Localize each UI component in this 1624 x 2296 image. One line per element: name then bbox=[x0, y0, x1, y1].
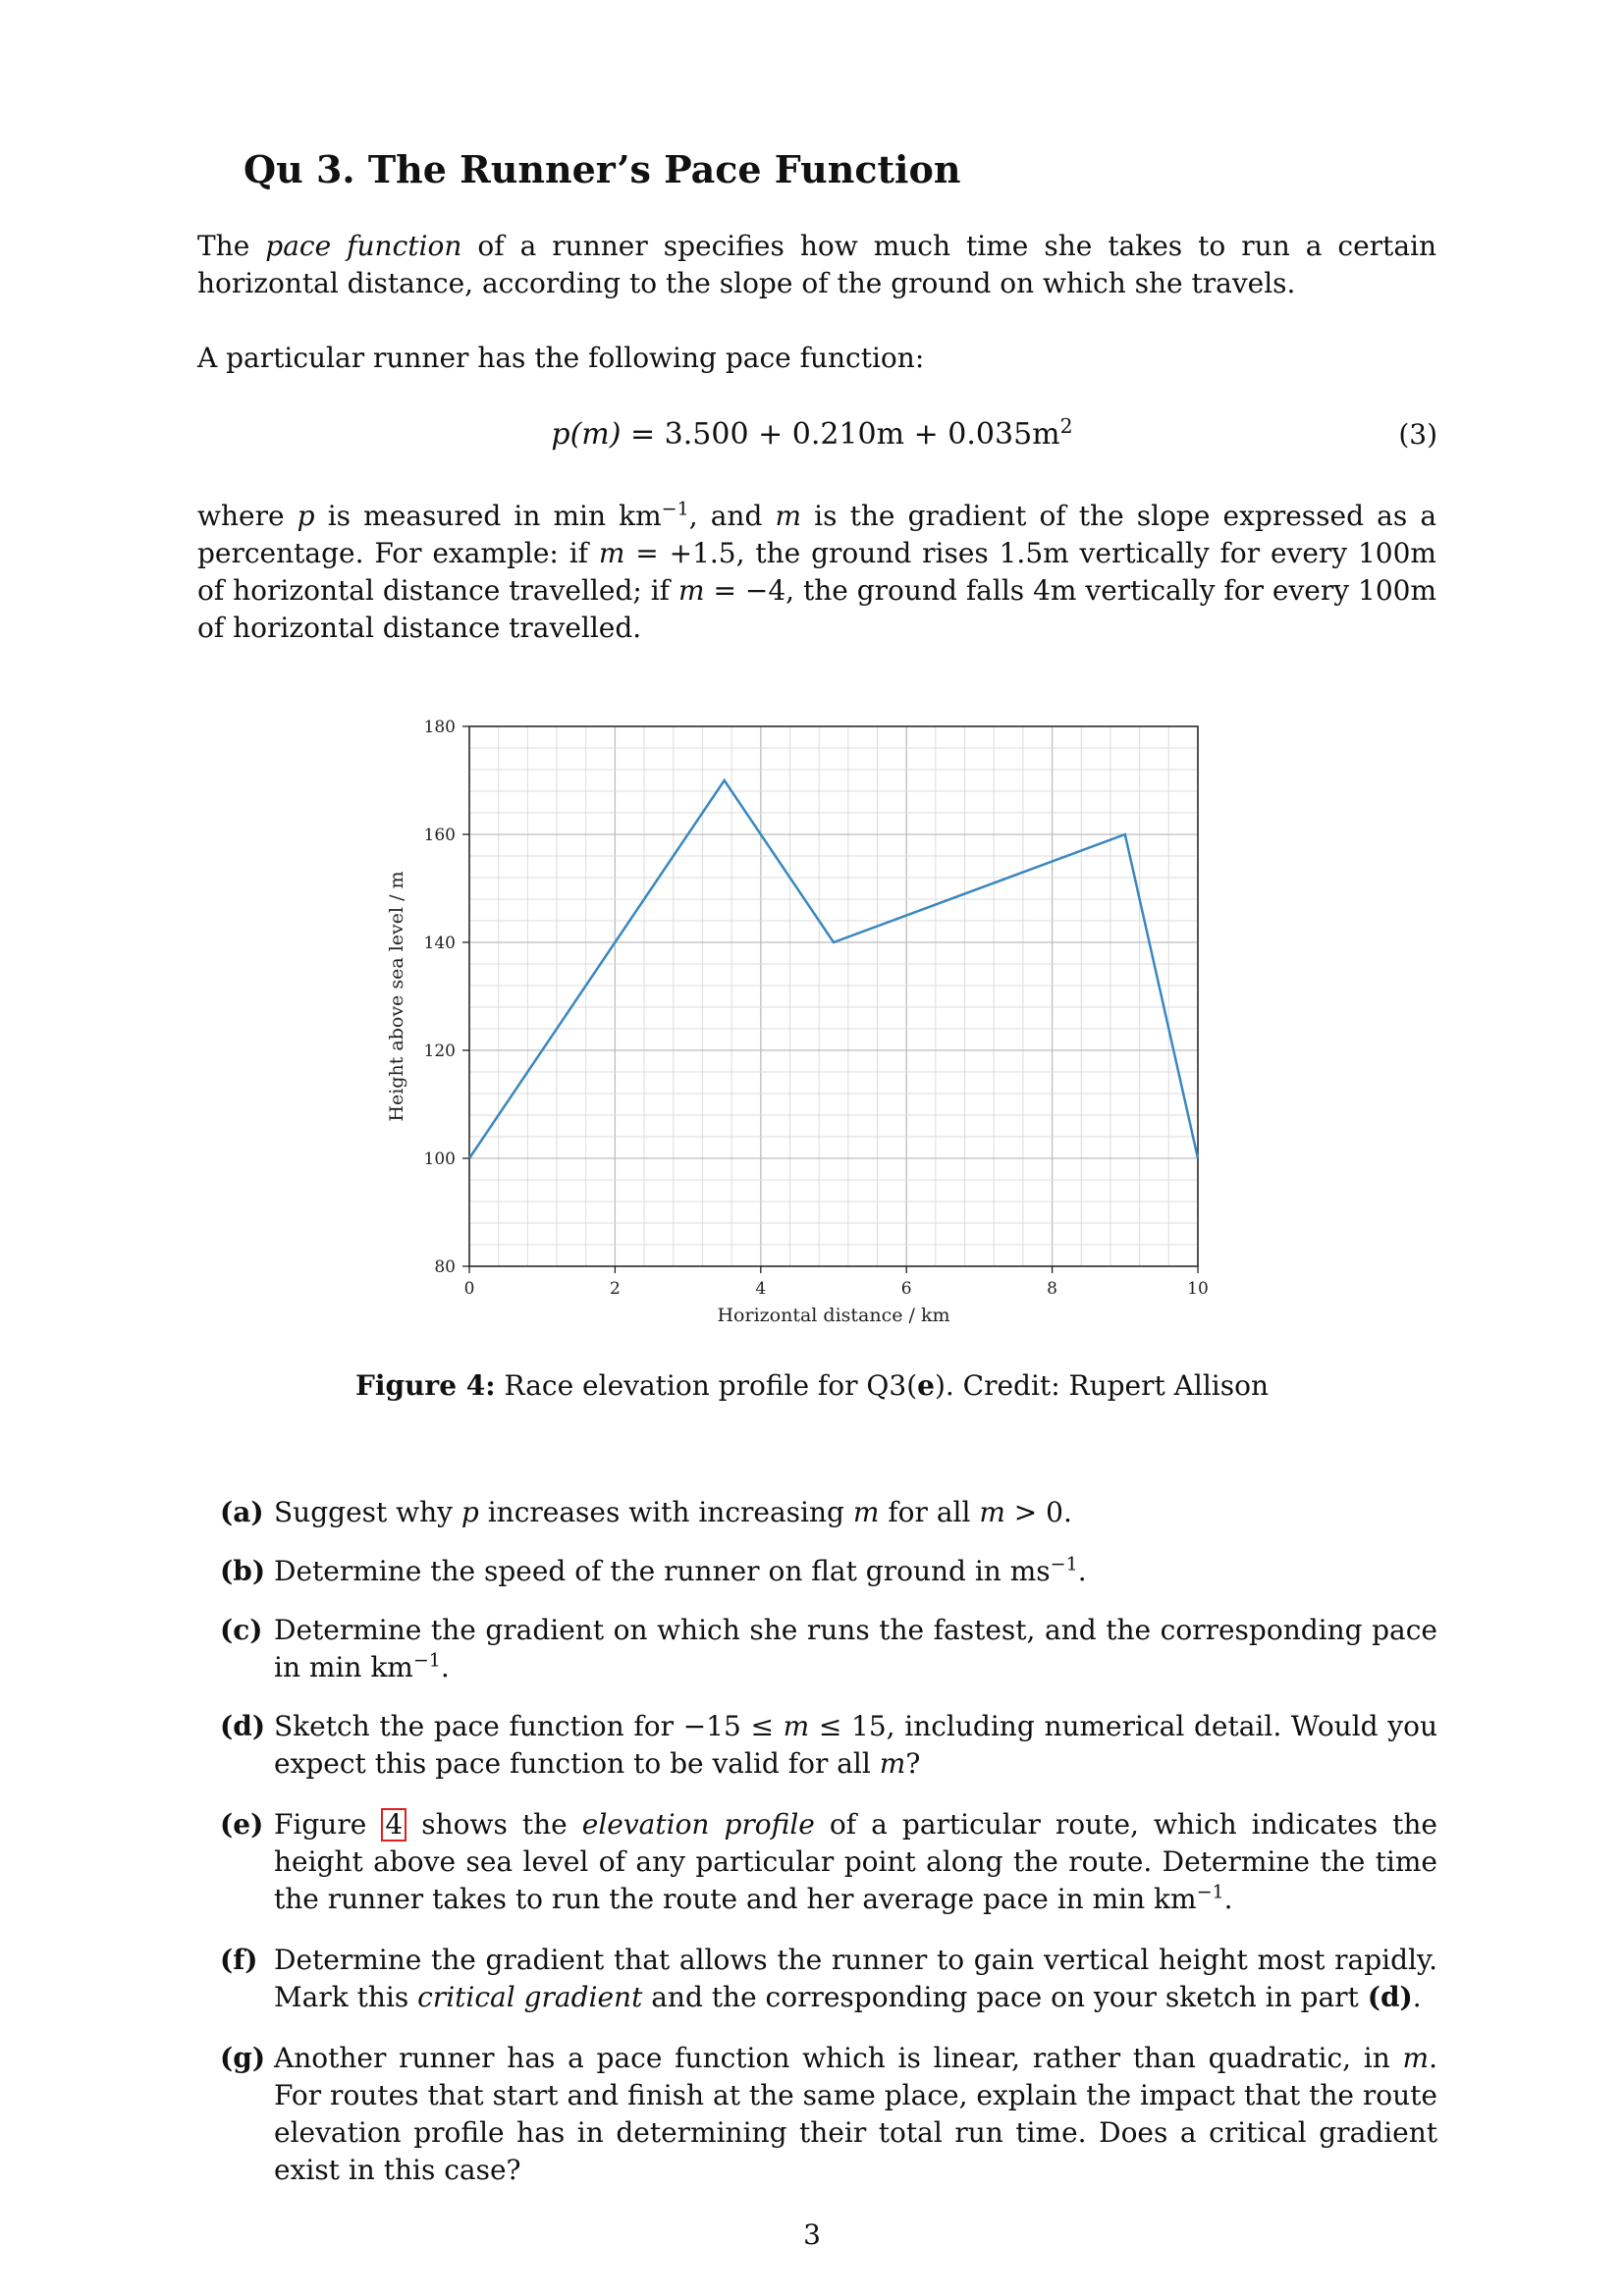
x-tick-label: 6 bbox=[900, 1279, 912, 1299]
x-tick-label: 10 bbox=[1187, 1279, 1209, 1299]
x-axis-label: Horizontal distance / km bbox=[717, 1305, 950, 1326]
y-tick-label: 140 bbox=[423, 934, 456, 953]
x-tick-label: 0 bbox=[463, 1279, 475, 1299]
y-axis-label: Height above sea level / m bbox=[386, 871, 407, 1122]
part-d: (d) Sketch the pace function for −15 ≤ m ≤ 15, including numerical detail. Would you expect this pace function to be valid for all m? bbox=[220, 1710, 1437, 1780]
part-g: (g) Another runner has a pace function which is linear, rather than quadratic, in m. For routes that start and finish at the same place, explain the impact that the route elevation profile has in determining their total run time. Does a critical gradient exist in this case? bbox=[220, 2042, 1437, 2186]
pace-function-term: pace function bbox=[265, 230, 462, 262]
pace-equation: $p(m) = 3.500 + 0.210m + 0.035m^2$ bbox=[551, 414, 1073, 452]
chart-ticks bbox=[424, 718, 1209, 1299]
explanation-paragraph: where p is measured in $\min km^{-1}$, and m is the gradient of the slope expressed as a percentage. For example: if m = +1.5, the ground rises 1.5m vertically for every 100m of horizontal distance travelled; if m = −4, the ground falls 4m vertically for every 100m of horizontal distance travelled. bbox=[197, 498, 1437, 644]
x-tick-label: 2 bbox=[609, 1279, 621, 1299]
y-tick-label: 180 bbox=[423, 718, 456, 737]
elevation-profile-chart bbox=[373, 707, 1218, 1335]
y-tick-label: 80 bbox=[434, 1257, 456, 1277]
question-parts bbox=[220, 1494, 1437, 2189]
y-tick-label: 100 bbox=[423, 1149, 456, 1169]
question-title: Qu 3. The Runner’s Pace Function bbox=[244, 147, 961, 191]
elevation-line bbox=[469, 780, 1198, 1158]
part-e: (e) Figure 4 shows the elevation profile of a particular route, which indicates the height above sea level of any particular point along the route. Determine the time the runner takes to run the route and her average pace in $\min km^{-1}$. bbox=[220, 1808, 1437, 1915]
x-tick-label: 8 bbox=[1047, 1279, 1058, 1299]
part-a: (a) Suggest why p increases with increasing m for all m > 0. bbox=[220, 1496, 1072, 1528]
x-tick-label: 4 bbox=[755, 1279, 767, 1299]
part-b: (b) Determine the speed of the runner on flat ground in $ms^{-1}$. bbox=[220, 1553, 1087, 1587]
figure-4-link[interactable]: 4 bbox=[381, 1808, 406, 1842]
equation-number: (3) bbox=[1398, 418, 1437, 451]
part-c: (c) Determine the gradient on which she runs the fastest, and the corresponding pace in $\min km^{-1}$. bbox=[220, 1614, 1437, 1683]
intro-pace-line: A particular runner has the following pace function: bbox=[197, 342, 925, 374]
page-number: 3 bbox=[803, 2218, 821, 2251]
y-tick-label: 120 bbox=[423, 1041, 456, 1061]
figure-caption: Figure 4: Race elevation profile for Q3(e). Credit: Rupert Allison bbox=[354, 1369, 1270, 1402]
part-f: (f) Determine the gradient that allows the runner to gain vertical height most rapidly. Mark this critical gradient and the corresponding pace on your sketch in part (d). bbox=[220, 1944, 1437, 2013]
intro-paragraph: The pace function of a runner specifies how much time she takes to run a certain horizontal distance, according to the slope of the ground on which she travels. bbox=[197, 230, 1436, 299]
y-tick-label: 160 bbox=[423, 826, 456, 845]
